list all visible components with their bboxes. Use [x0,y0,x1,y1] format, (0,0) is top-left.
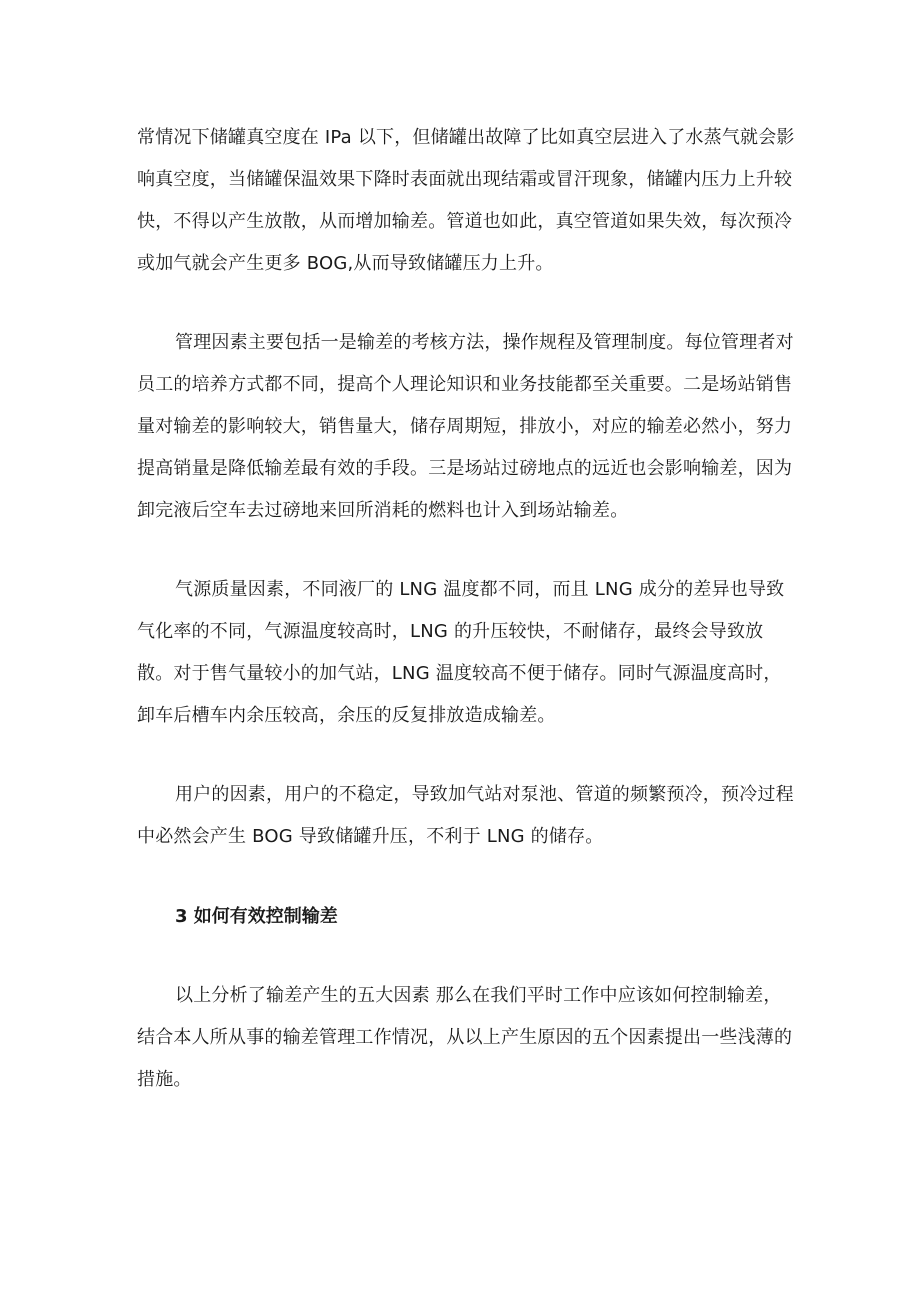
paragraph-management-factors: 管理因素主要包括一是输差的考核方法，操作规程及管理制度。每位管理者对员工的培养方式都不同，提高个人理论知识和业务技能都至关重要。二是场站销售量对输差的影响较大，销售量大，储存周期短，排放小，对应的输差必然小，努力提高销量是降低输差最有效的手段。三是场站过磅地点的远近也会影响输差，因为卸完液后空车去过磅地来回所消耗的燃料也计入到场站输差。 [137,332,794,521]
document-body [137,117,797,1101]
paragraph-gas-source-quality: 气源质量因素，不同液厂的 LNG 温度都不同，而且 LNG 成分的差异也导致气化率的不同，气源温度较高时，LNG 的升压较快，不耐储存，最终会导致放散。对于售气量较小的加气站，LNG 温度较高不便于储存。同时气源温度高时，卸车后槽车内余压较高，余压的反复排放造成输差。 [137,579,785,726]
paragraph-storage-vacuum: 常情况下储罐真空度在 IPa 以下，但储罐出故障了比如真空层进入了水蒸气就会影响真空度，当储罐保温效果下降时表面就出现结霜或冒汗现象，储罐内压力上升较快，不得以产生放散，从而增加输差。管道也如此，真空管道如果失效，每次预冷或加气就会产生更多 BOG,从而导致储罐压力上升。 [137,127,795,274]
paragraph-control-intro: 以上分析了输差产生的五大因素 那么在我们平时工作中应该如何控制输差，结合本人所从事的输差管理工作情况，从以上产生原因的五个因素提出一些浅薄的措施。 [137,985,793,1090]
section-heading: 3 如何有效控制输差 [175,906,338,927]
paragraph-user-factors: 用户的因素，用户的不稳定，导致加气站对泵池、管道的频繁预冷，预冷过程中必然会产生 BOG 导致储罐升压，不利于 LNG 的储存。 [137,784,794,847]
